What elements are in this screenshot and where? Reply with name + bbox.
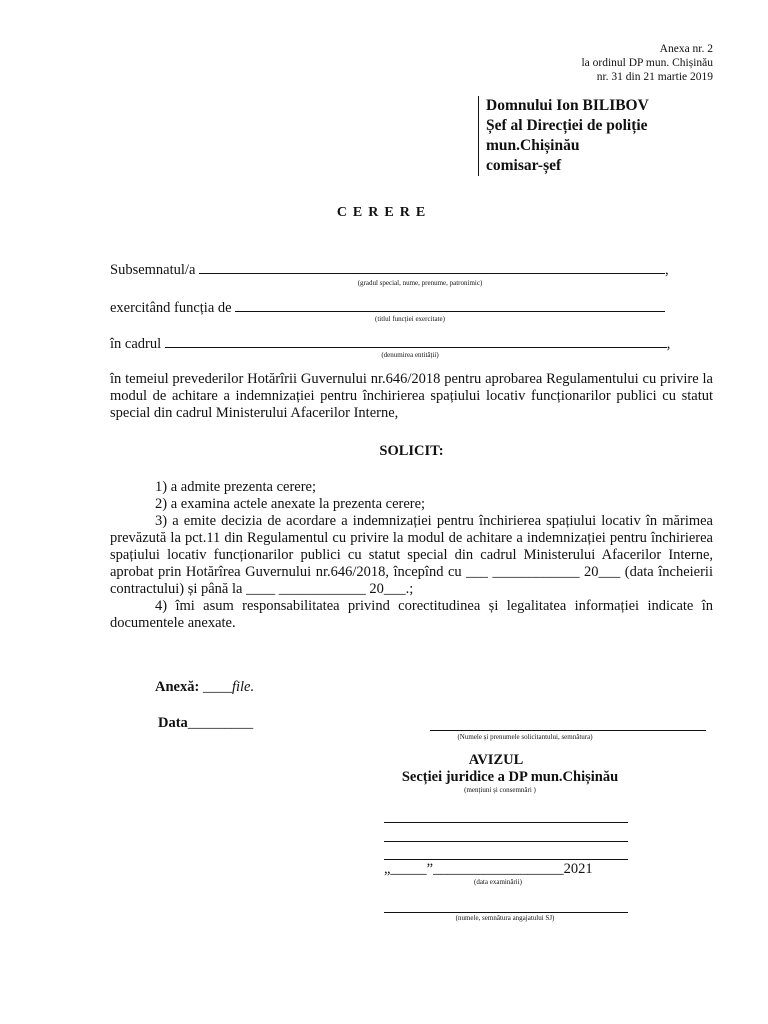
- page-title: CERERE: [336, 205, 432, 220]
- signature-caption: (Numele și prenumele solicitantului, semnătura): [457, 733, 593, 741]
- functia-input-line[interactable]: [235, 297, 665, 312]
- request-items: [110, 479, 713, 632]
- addressee-position: Șef al Direcției de poliție: [486, 117, 648, 134]
- avizul-subtitle: Secției juridice a DP mun.Chișinău: [401, 769, 619, 785]
- addressee-name: Domnului Ion BILIBOV: [486, 97, 649, 114]
- request-item-3: 3) a emite decizia de acordare a indemnizației pentru închirierea spațiului locativ în mărimea prevăzută la pct.11 din Regulamentul cu privire la modul de achitare a indemnizației pentru închirierea spațiului locativ funcționarilor publici cu statut special din cadrul Ministerului Afacerilor Interne, aprobat prin Hotărîrea Guvernului nr.646/2018, începînd cu ___ ____________ 20___ (data încheierii contractului) și până la ____ ____________ 20___.;: [110, 513, 713, 597]
- avizul-line-2[interactable]: [384, 841, 628, 842]
- annex-header: [581, 42, 713, 84]
- addressee-city: mun.Chișinău: [486, 137, 580, 154]
- subsemnatul-input-line[interactable]: [199, 259, 665, 274]
- request-item-1: 1) a admite prezenta cerere;: [155, 479, 317, 495]
- request-item-2: 2) a examina actele anexate la prezenta cerere;: [155, 496, 426, 512]
- annex-number: Anexa nr. 2: [659, 43, 713, 55]
- annex-order-date: nr. 31 din 21 martie 2019: [596, 71, 713, 83]
- functia-caption: (titlul funcției exercitate): [375, 315, 445, 323]
- annex-order: la ordinul DP mun. Chișinău: [581, 57, 713, 69]
- avizul-line-1[interactable]: [384, 822, 628, 823]
- anexa-unit: file.: [231, 679, 255, 695]
- cadrul-label: în cadrul: [110, 336, 162, 352]
- functia-label: exercitând funcția de: [110, 300, 232, 316]
- avizul-date-caption: (data examinării): [473, 878, 522, 886]
- functia-row: [110, 297, 665, 317]
- avizul-date-line[interactable]: „_____”__________________2021: [384, 861, 593, 877]
- avizul-sign-caption: (numele, semnătura angajatului SJ): [455, 914, 555, 922]
- avizul-sign-line[interactable]: [384, 912, 628, 913]
- intro-paragraph: în temeiul prevederilor Hotărîrii Guvernului nr.646/2018 pentru aprobarea Regulamentului cu privire la modul de achitare a indemnizației pentru închirierea spațiului locativ funcționarilor publici cu statut special din cadrul Ministerului Afacerilor Interne,: [110, 371, 713, 421]
- avizul-line-3[interactable]: [384, 859, 628, 860]
- avizul-caption: (mențiuni și consemnări ): [464, 786, 536, 794]
- data-row: [158, 715, 253, 732]
- cadrul-row: în cadrul ,: [110, 333, 670, 353]
- anexa-row: [155, 679, 254, 696]
- cadrul-caption: (denumirea entității): [381, 351, 439, 359]
- subsemnatul-caption: (gradul special, nume, prenume, patronimic): [357, 279, 483, 287]
- addressee-block: [478, 96, 649, 176]
- subsemnatul-row: Subsemnatul/a ,: [110, 259, 669, 279]
- subsemnatul-label: Subsemnatul/a: [110, 262, 196, 278]
- anexa-blank[interactable]: ____: [202, 679, 232, 695]
- cadrul-input-line[interactable]: [165, 333, 667, 348]
- addressee-rank: comisar-șef: [486, 157, 562, 174]
- solicit-heading: SOLICIT:: [379, 443, 444, 459]
- request-item-4: 4) îmi asum responsabilitatea privind corectitudinea și legalitatea informației indicate în documentele anexate.: [110, 598, 713, 631]
- data-blank[interactable]: _________: [187, 715, 254, 731]
- data-label: Data: [158, 715, 188, 731]
- signature-line[interactable]: [430, 730, 706, 731]
- avizul-title: AVIZUL: [468, 752, 524, 768]
- anexa-label: Anexă:: [155, 679, 200, 695]
